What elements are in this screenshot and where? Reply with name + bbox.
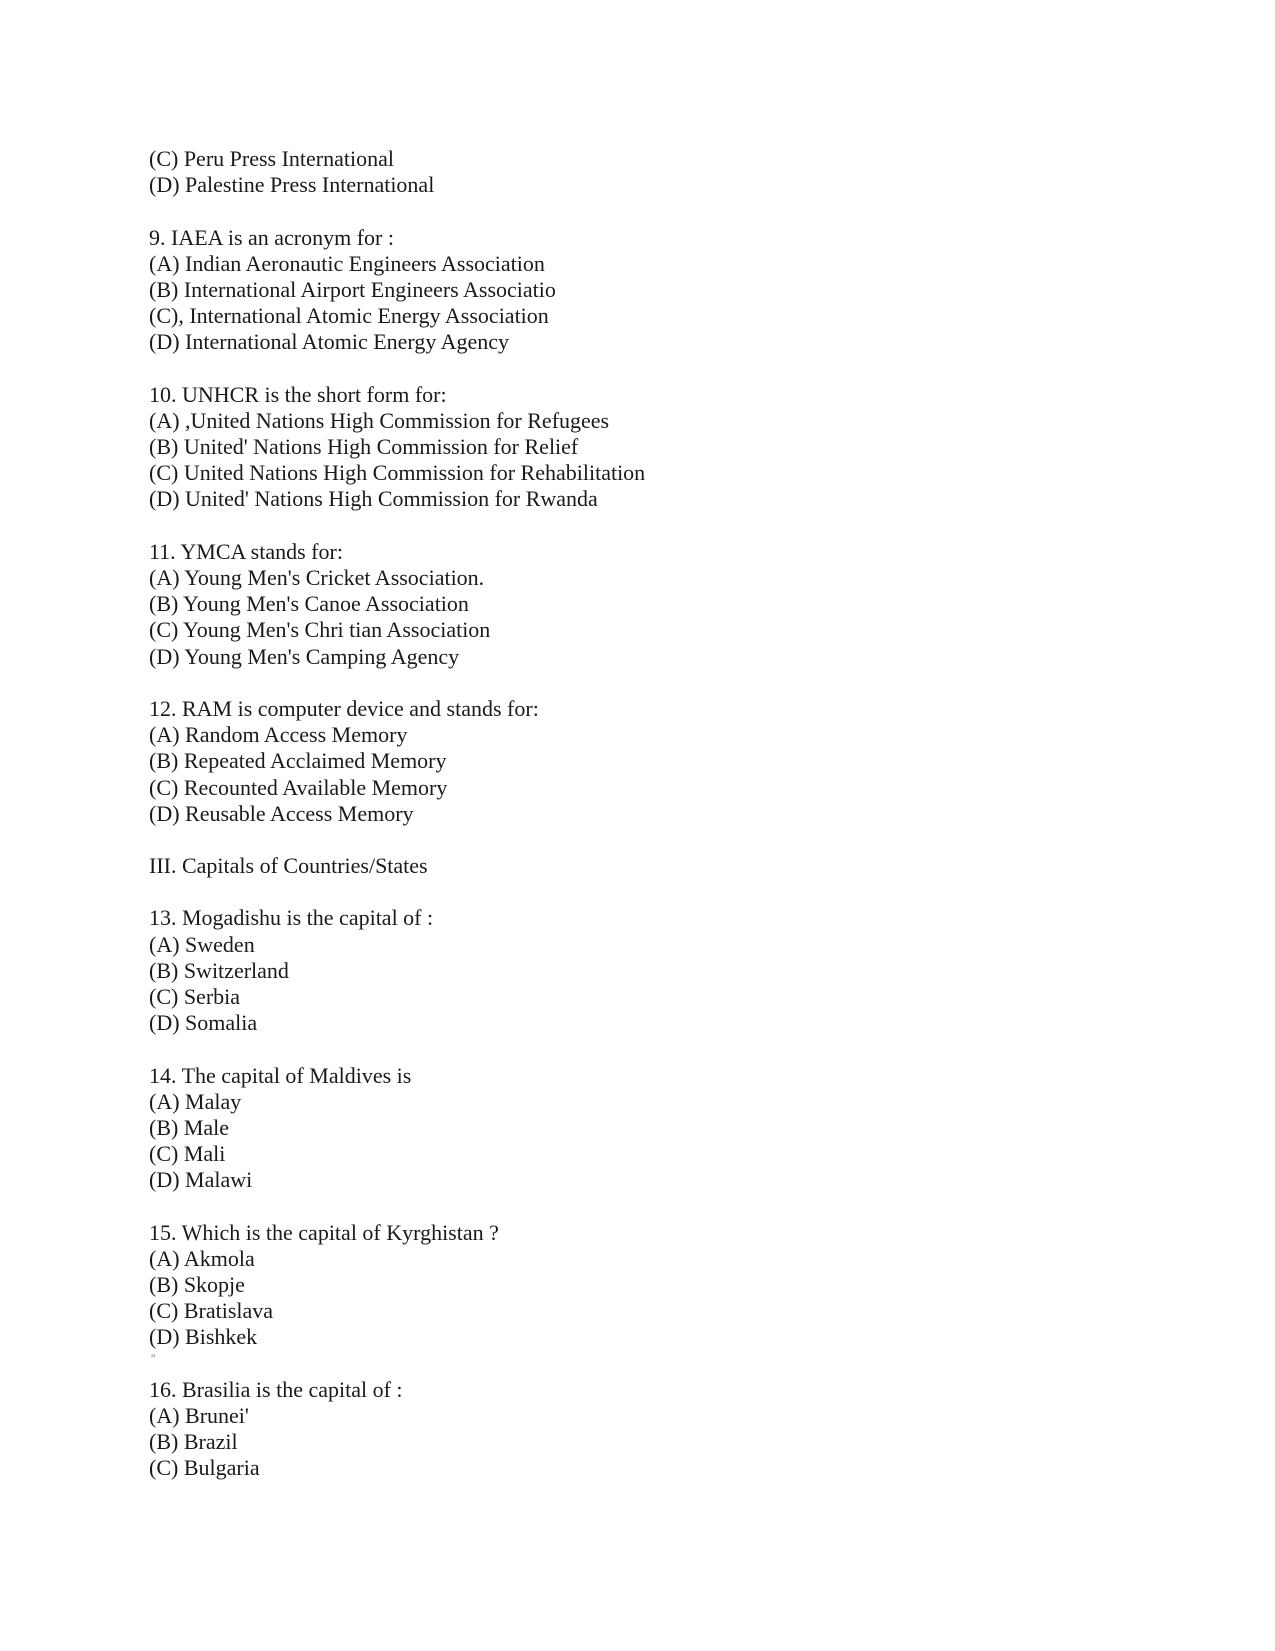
option-line: (D) Young Men's Camping Agency [149,643,460,669]
option-line: (B) Young Men's Canoe Association [149,591,469,617]
option-line: (C) Serbia [149,984,241,1009]
option-line: (C) Bratislava [149,1298,274,1324]
question-9: 9. IAEA is an acronym for : [149,224,394,250]
option-line: (A) Malay [149,1088,242,1114]
option-line: (B) Brazil [149,1429,238,1454]
option-line: (D) Somalia [149,1010,258,1036]
option-line: (A) Brunei' [149,1402,249,1428]
spacer [149,827,1199,853]
question-16: 16. Brasilia is the capital of : [149,1376,403,1402]
option-line: (A) Akmola [149,1245,255,1271]
question-11: 11. YMCA stands for: [149,538,343,564]
option-line: (B) Repeated Acclaimed Memory [149,748,447,774]
option-line: (D) United' Nations High Commission for Rwanda [149,486,598,512]
option-line: (A) Random Access Memory [149,722,408,748]
document-page [149,146,1199,1481]
option-line: (D) Reusable Access Memory [149,800,414,826]
option-line: (D) Malawi [149,1167,253,1193]
option-line: (C) Young Men's Chri tian Association [149,617,491,643]
option-line: (B) United' Nations High Commission for Relief [149,434,579,460]
question-10: 10. UNHCR is the short form for: [149,381,447,407]
option-line: (B) Male [149,1114,230,1140]
spacer [149,198,1199,224]
spacer [149,879,1199,905]
option-line: (C) Recounted Available Memory [149,774,448,800]
option-line: (C) Mali [149,1141,226,1167]
question-14: 14. The capital of Maldives is [149,1062,412,1088]
question-15: 15. Which is the capital of Kyrghistan ? [149,1219,499,1245]
spacer [149,1194,1199,1220]
option-line: (C), International Atomic Energy Association [149,303,549,329]
option-line: (D) Palestine Press International [149,172,435,198]
stray-mark: '' [151,1350,156,1365]
option-line: (C) Peru Press International [149,146,394,171]
spacer [149,670,1199,696]
option-line: (A) ,United Nations High Commission for Refugees [149,407,610,433]
option-line: (B) Switzerland [149,957,289,983]
option-line: (D) Bishkek [149,1324,258,1350]
question-12: 12. RAM is computer device and stands for: [149,695,539,721]
option-line: (A) Indian Aeronautic Engineers Association [149,250,545,276]
option-line: (B) International Airport Engineers Associatio [149,276,556,302]
option-line: (B) Skopje [149,1272,245,1298]
option-line: (D) International Atomic Energy Agency [149,329,510,355]
option-line: (C) Bulgaria [149,1455,260,1481]
option-line: (A) Sweden [149,931,255,957]
section-heading: III. Capitals of Countries/States [149,853,428,879]
spacer [149,1365,1199,1377]
spacer [149,513,1199,539]
option-line: (C) United Nations High Commission for Rehabilitation [149,460,646,486]
option-line: (A) Young Men's Cricket Association. [149,565,485,590]
spacer [149,1036,1199,1062]
question-13: 13. Mogadishu is the capital of : [149,905,434,931]
spacer [149,356,1199,382]
